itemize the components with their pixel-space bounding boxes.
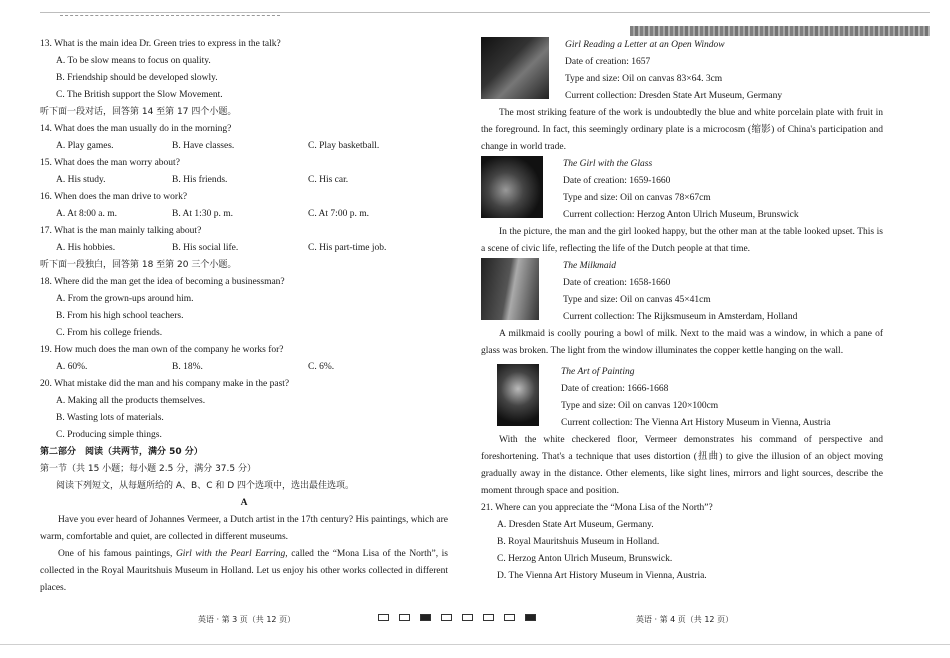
answer-option: B. Friendship should be developed slowly. xyxy=(56,73,218,83)
answer-option: A. His study. xyxy=(56,175,106,185)
answer-option: A. 60%. xyxy=(56,362,88,372)
answer-option: C. Producing simple things. xyxy=(56,430,162,440)
artwork-collection: Current collection: The Rijksmuseum in Amsterdam, Holland xyxy=(563,312,798,322)
question: 14. What does the man usually do in the morning? xyxy=(40,124,232,134)
answer-option: B. At 1:30 p. m. xyxy=(172,209,233,219)
answer-option: C. At 7:00 p. m. xyxy=(308,209,369,219)
answer-option: B. His social life. xyxy=(172,243,239,253)
answer-option: C. His car. xyxy=(308,175,349,185)
section-instruction: 第一节（共 15 小题；每小题 2.5 分，满分 37.5 分） xyxy=(40,464,256,474)
painting-title: Girl with the Pearl Earring xyxy=(175,549,286,559)
answer-option: A. His hobbies. xyxy=(56,243,116,253)
header-watermark-strip xyxy=(630,26,930,36)
artwork-title: Girl Reading a Letter at an Open Window xyxy=(565,40,725,50)
paragraph-text: One of his famous paintings, xyxy=(58,549,176,559)
page-marker-squares xyxy=(378,614,536,621)
section-instruction: 听下面一段对话，回答第 14 至第 17 四个小题。 xyxy=(40,107,237,117)
paragraph-text: , called the “Mona Lisa of the North”, is collected in the Royal Mauritshuis Museum in Holland. Let us enjoy his other works collected in different places. xyxy=(40,549,448,593)
section-heading: 第二部分 阅读（共两节，满分 50 分） xyxy=(40,447,203,457)
answer-options-row xyxy=(40,240,448,257)
page-marker-square xyxy=(525,614,536,621)
top-rule xyxy=(40,12,930,13)
page-marker-square xyxy=(441,614,452,621)
answer-option: C. His part-time job. xyxy=(308,243,387,253)
page-marker-square xyxy=(504,614,515,621)
page-marker-square xyxy=(462,614,473,621)
paragraph: The most striking feature of the work is undoubtedly the blue and white porcelain plate with fruit in the foreground. In fact, this seemingly ordinary plate is a microcosm (缩影) of China's participation and change in world trade. xyxy=(481,108,883,152)
answer-option: A. Play games. xyxy=(56,141,114,151)
artwork-date: Date of creation: 1659-1660 xyxy=(563,176,671,186)
bottom-rule xyxy=(0,644,950,645)
answer-option: A. At 8:00 a. m. xyxy=(56,209,117,219)
answer-option: C. 6%. xyxy=(308,362,335,372)
answer-options-row xyxy=(40,172,448,189)
section-instruction: 听下面一段独白，回答第 18 至第 20 三个小题。 xyxy=(40,260,237,270)
artwork-title: The Art of Painting xyxy=(561,367,635,377)
question: 13. What is the main idea Dr. Green tries to express in the talk? xyxy=(40,39,281,49)
paragraph xyxy=(40,546,448,597)
artwork-collection: Current collection: Dresden State Art Museum, Germany xyxy=(565,91,783,101)
answer-option: C. Herzog Anton Ulrich Museum, Brunswick. xyxy=(497,554,673,564)
answer-option: B. Royal Mauritshuis Museum in Holland. xyxy=(497,537,660,547)
answer-option: B. Have classes. xyxy=(172,141,235,151)
question: 15. What does the man worry about? xyxy=(40,158,180,168)
top-dashed-rule xyxy=(60,15,280,16)
section-instruction: 阅读下列短文，从每题所给的 A、B、C 和 D 四个选项中，选出最佳选项。 xyxy=(56,481,354,491)
paragraph: Have you ever heard of Johannes Vermeer, a Dutch artist in the 17th century? His paintings, which are warm, comfortable and quiet, are collected in different museums. xyxy=(40,515,448,542)
question: 16. When does the man drive to work? xyxy=(40,192,188,202)
question: 20. What mistake did the man and his company make in the past? xyxy=(40,379,290,389)
answer-option: B. 18%. xyxy=(172,362,203,372)
artwork-entry xyxy=(481,156,883,224)
answer-option: C. From his college friends. xyxy=(56,328,163,338)
artwork-size: Type and size: Oil on canvas 120×100cm xyxy=(561,401,719,411)
paragraph: In the picture, the man and the girl looked happy, but the other man at the table looked upset. This is a scene of civic life, reflecting the life of the Dutch people at that time. xyxy=(481,227,883,254)
artwork-title: The Girl with the Glass xyxy=(563,159,653,169)
answer-option: B. Wasting lots of materials. xyxy=(56,413,164,423)
artwork-entry xyxy=(481,364,883,432)
right-column xyxy=(481,36,883,585)
answer-option: C. The British support the Slow Movement. xyxy=(56,90,223,100)
artwork-date: Date of creation: 1666-1668 xyxy=(561,384,669,394)
artwork-size: Type and size: Oil on canvas 45×41cm xyxy=(563,295,711,305)
answer-options-row xyxy=(40,138,448,155)
question: 17. What is the man mainly talking about? xyxy=(40,226,202,236)
answer-options-row xyxy=(40,206,448,223)
question: 19. How much does the man own of the company he works for? xyxy=(40,345,284,355)
artwork-date: Date of creation: 1658-1660 xyxy=(563,278,671,288)
passage-label: A xyxy=(240,498,248,508)
answer-option: A. Dresden State Art Museum, Germany. xyxy=(497,520,654,530)
artwork-entry xyxy=(481,37,883,105)
artwork-collection: Current collection: Herzog Anton Ulrich Museum, Brunswick xyxy=(563,210,799,220)
artwork-size: Type and size: Oil on canvas 83×64. 3cm xyxy=(565,74,723,84)
answer-option: A. To be slow means to focus on quality. xyxy=(56,56,211,66)
answer-options-row xyxy=(40,359,448,376)
page-footer-right: 英语 · 第 4 页（共 12 页） xyxy=(636,615,734,624)
answer-option: B. From his high school teachers. xyxy=(56,311,184,321)
answer-option: A. From the grown-ups around him. xyxy=(56,294,194,304)
painting-thumbnail xyxy=(497,364,539,426)
left-column xyxy=(40,36,448,597)
page-marker-square xyxy=(483,614,494,621)
page-marker-square xyxy=(399,614,410,621)
answer-option: D. The Vienna Art History Museum in Vienna, Austria. xyxy=(497,571,707,581)
painting-thumbnail xyxy=(481,258,539,320)
artwork-date: Date of creation: 1657 xyxy=(565,57,651,67)
page-marker-square xyxy=(420,614,431,621)
artwork-collection: Current collection: The Vienna Art History Museum in Vienna, Austria xyxy=(561,418,831,428)
answer-option: B. His friends. xyxy=(172,175,228,185)
paragraph: With the white checkered floor, Vermeer demonstrates his command of perspective and foreshortening. That's a technique that uses distortion (扭曲) to give the illusion of an object moving gradually away in the distance. Other elements, like sight lines, mirrors and light sources, describe the moment through space and position. xyxy=(481,435,883,496)
page-marker-square xyxy=(378,614,389,621)
question: 18. Where did the man get the idea of becoming a businessman? xyxy=(40,277,285,287)
answer-option: C. Play basketball. xyxy=(308,141,380,151)
painting-thumbnail xyxy=(481,156,543,218)
paragraph: A milkmaid is coolly pouring a bowl of milk. Next to the maid was a window, in which a pane of glass was broken. The light from the window illuminates the copper kettle hanging on the wall. xyxy=(481,329,883,356)
question: 21. Where can you appreciate the “Mona Lisa of the North”? xyxy=(481,503,713,513)
painting-thumbnail xyxy=(481,37,549,99)
answer-option: A. Making all the products themselves. xyxy=(56,396,206,406)
artwork-title: The Milkmaid xyxy=(563,261,617,271)
artwork-size: Type and size: Oil on canvas 78×67cm xyxy=(563,193,711,203)
page-footer-left: 英语 · 第 3 页（共 12 页） xyxy=(198,615,296,624)
artwork-entry xyxy=(481,258,883,326)
